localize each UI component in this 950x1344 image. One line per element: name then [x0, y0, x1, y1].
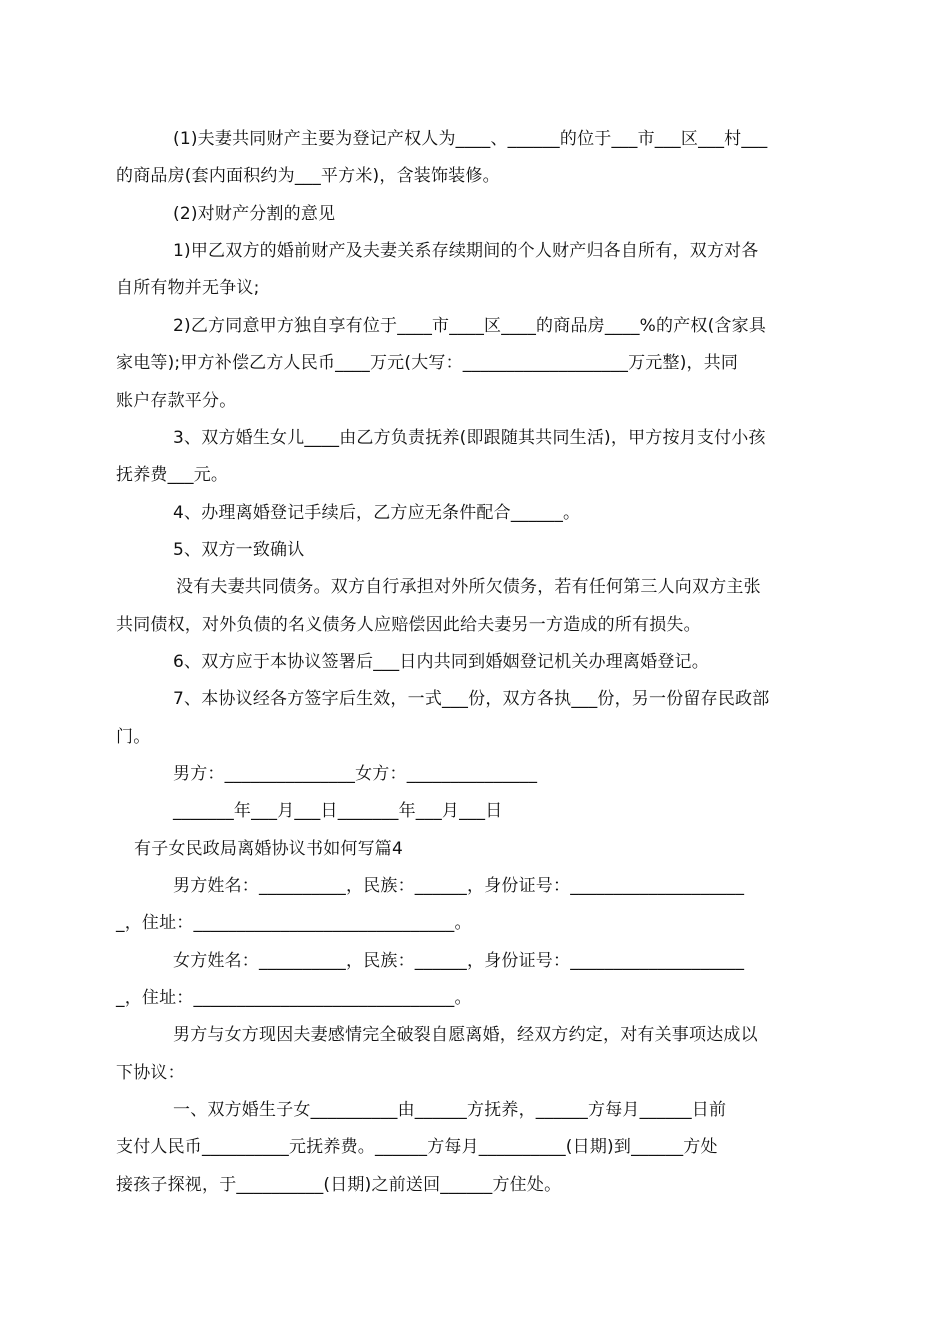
- text-line: 7、本协议经各方签字后生效，一式___份，双方各执___份，另一份留存民政部: [173, 689, 770, 709]
- text-line: 家电等);甲方补偿乙方人民币____万元(大写：___________________万元整)，共同: [116, 353, 739, 373]
- text-line: 2)乙方同意甲方独自享有位于____市____区____的商品房____%的产权(含家具: [173, 316, 767, 336]
- text-line: 门。: [116, 727, 151, 747]
- text-line: 男方姓名：__________，民族：______，身份证号：____________________: [173, 876, 745, 896]
- text-line: (1)夫妻共同财产主要为登记产权人为____、______的位于___市___区___村___: [173, 129, 768, 149]
- text-line: 的商品房(套内面积约为___平方米)，含装饰装修。: [116, 166, 500, 186]
- text-line: 5、双方一致确认: [173, 540, 305, 560]
- text-line: _，住址：______________________________。: [116, 913, 472, 933]
- date-line: _______年___月___日_______年___月___日: [173, 801, 503, 821]
- text-line: 共同债权，对外负债的名义债务人应赔偿因此给夫妻另一方造成的所有损失。: [116, 615, 701, 635]
- text-line: 一、双方婚生子女__________由______方抚养，______方每月______日前: [173, 1100, 727, 1120]
- text-line: 没有夫妻共同债务。双方自行承担对外所欠债务，若有任何第三人向双方主张: [176, 577, 761, 597]
- text-line: 接孩子探视，于__________(日期)之前送回______方住处。: [116, 1175, 562, 1195]
- section-title: 有子女民政局离婚协议书如何写篇4: [134, 839, 404, 859]
- text-line: (2)对财产分割的意见: [173, 204, 336, 224]
- text-line: 抚养费___元。: [116, 465, 229, 485]
- signature-line: 男方：_______________女方：_______________: [173, 764, 538, 784]
- text-line: 女方姓名：__________，民族：______，身份证号：____________________: [173, 951, 745, 971]
- text-line: 支付人民币__________元抚养费。______方每月__________(日期)到______方处: [116, 1137, 718, 1157]
- text-line: 下协议：: [116, 1063, 185, 1083]
- text-line: 4、办理离婚登记手续后，乙方应无条件配合______。: [173, 503, 581, 523]
- text-line: 6、双方应于本协议签署后___日内共同到婚姻登记机关办理离婚登记。: [173, 652, 709, 672]
- text-line: 1)甲乙双方的婚前财产及夫妻关系存续期间的个人财产归各自所有，双方对各: [173, 241, 759, 261]
- text-line: 账户存款平分。: [116, 391, 237, 411]
- text-line: _，住址：______________________________。: [116, 988, 472, 1008]
- text-line: 男方与女方现因夫妻感情完全破裂自愿离婚，经双方约定，对有关事项达成以: [173, 1025, 758, 1045]
- text-line: 自所有物并无争议;: [116, 278, 260, 298]
- text-line: 3、双方婚生女儿____由乙方负责抚养(即跟随其共同生活)，甲方按月支付小孩: [173, 428, 766, 448]
